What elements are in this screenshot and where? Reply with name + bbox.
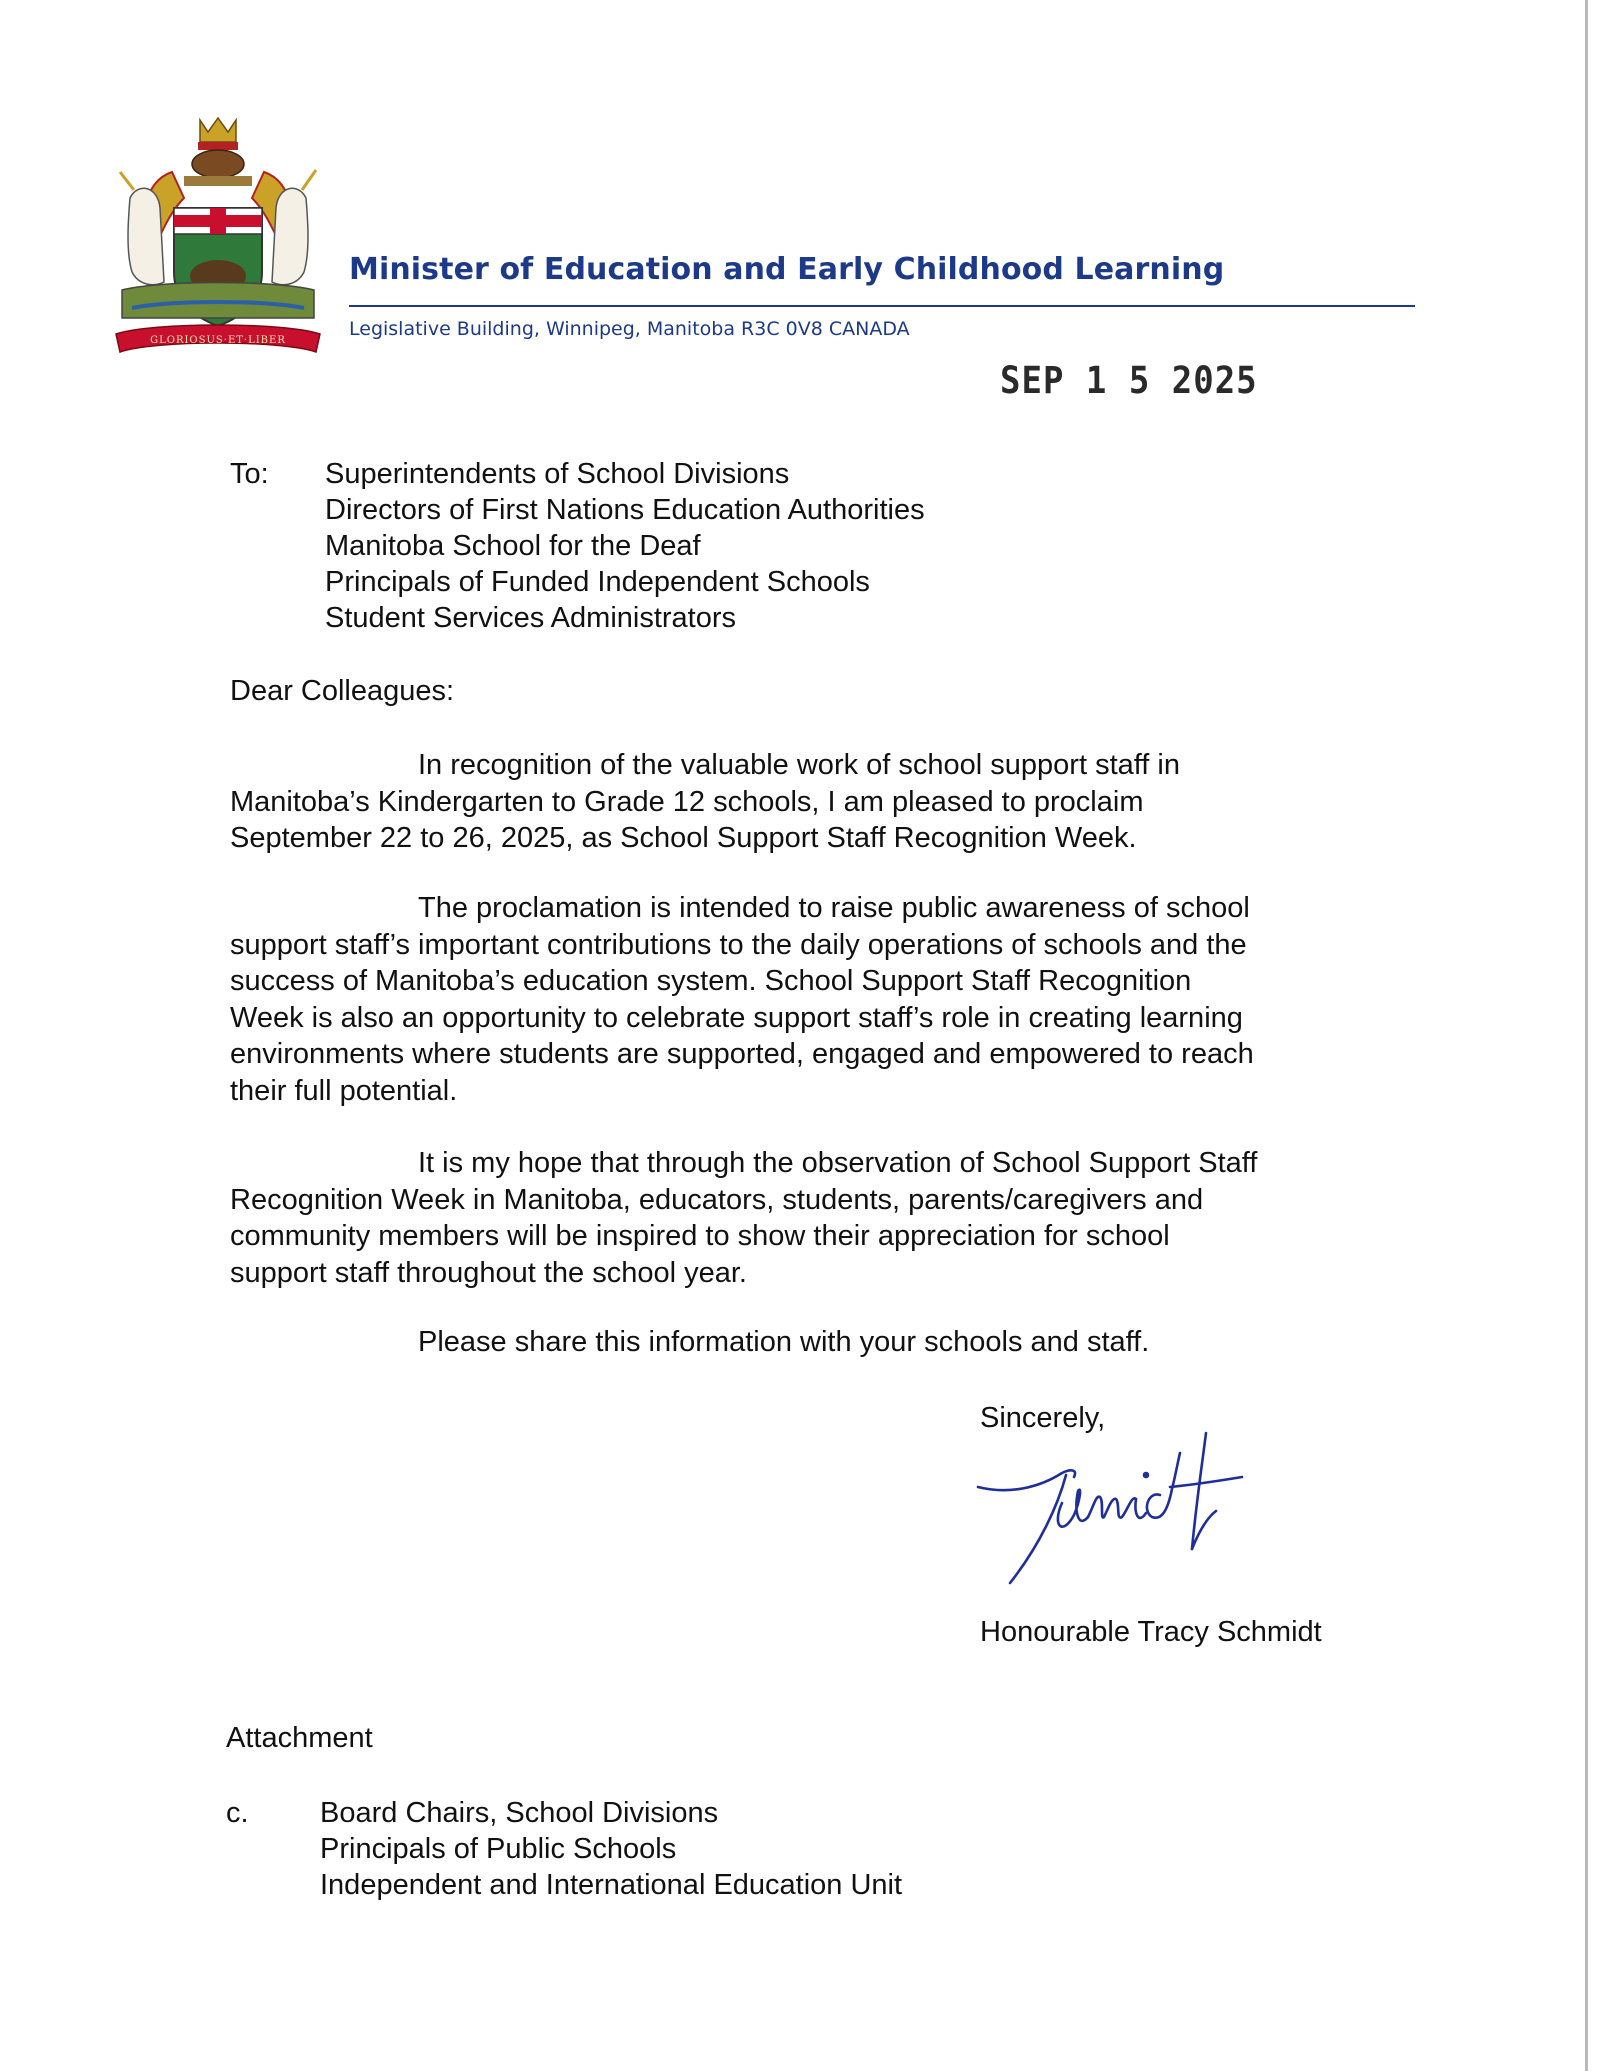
paragraph-line: It is my hope that through the observation of School Support Staff bbox=[418, 1147, 1258, 1179]
recipient-list bbox=[325, 456, 925, 636]
paragraph-line: Week is also an opportunity to celebrate support staff’s role in creating learning bbox=[230, 1001, 1243, 1034]
paragraph-line: support staff throughout the school year. bbox=[230, 1256, 747, 1289]
recipient-item: Principals of Funded Independent Schools bbox=[325, 566, 870, 598]
cc-item: Board Chairs, School Divisions bbox=[320, 1797, 719, 1829]
paragraph-line: environments where students are supported, engaged and empowered to reach bbox=[230, 1038, 1254, 1070]
paragraph-line: The proclamation is intended to raise public awareness of school bbox=[418, 892, 1250, 924]
paragraph-line: community members will be inspired to show their appreciation for school bbox=[230, 1220, 1170, 1252]
paragraph-line: Recognition Week in Manitoba, educators, students, parents/caregivers and bbox=[230, 1183, 1204, 1216]
paragraph-line: support staff’s important contributions to the daily operations of schools and the bbox=[230, 928, 1247, 961]
header-divider bbox=[349, 305, 1415, 307]
signer-name: Honourable Tracy Schmidt bbox=[980, 1616, 1322, 1648]
ministry-title: Minister of Education and Early Childhood Learning bbox=[349, 252, 1225, 287]
attachment-label: Attachment bbox=[226, 1722, 373, 1754]
recipient-item: Manitoba School for the Deaf bbox=[325, 530, 701, 562]
recipient-item: Directors of First Nations Education Authorities bbox=[325, 494, 925, 526]
manitoba-coat-of-arms-logo bbox=[112, 112, 324, 360]
paragraph-line: their full potential. bbox=[230, 1074, 458, 1107]
paragraph-line: Manitoba’s Kindergarten to Grade 12 schools, I am pleased to proclaim bbox=[230, 785, 1144, 818]
ministry-address: Legislative Building, Winnipeg, Manitoba R3C 0V8 CANADA bbox=[349, 318, 910, 340]
paragraph-line: September 22 to 26, 2025, as School Support Staff Recognition Week. bbox=[230, 822, 1137, 854]
recipient-item: Superintendents of School Divisions bbox=[325, 458, 790, 490]
handwritten-signature bbox=[970, 1425, 1290, 1595]
cc-list bbox=[320, 1795, 902, 1903]
body-paragraph-4 bbox=[230, 1324, 1350, 1361]
cc-item: Principals of Public Schools bbox=[320, 1833, 677, 1865]
body-paragraph-3 bbox=[230, 1145, 1350, 1291]
closing: Sincerely, bbox=[980, 1402, 1106, 1434]
paragraph-line: success of Manitoba’s education system. School Support Staff Recognition bbox=[230, 965, 1192, 997]
recipient-item: Student Services Administrators bbox=[325, 602, 737, 634]
cc-item: Independent and International Education Unit bbox=[320, 1869, 903, 1901]
svg-text:GLORIOSUS·ET·LIBER: GLORIOSUS·ET·LIBER bbox=[150, 335, 286, 346]
paragraph-line: In recognition of the valuable work of school support staff in bbox=[418, 749, 1180, 781]
page-edge bbox=[1585, 0, 1588, 2071]
date-stamp: SEP 1 5 2025 bbox=[1000, 359, 1258, 403]
paragraph-line: Please share this information with your schools and staff. bbox=[418, 1326, 1150, 1358]
body-paragraph-2 bbox=[230, 890, 1350, 1109]
body-paragraph-1 bbox=[230, 747, 1350, 857]
cc-label: c. bbox=[226, 1797, 249, 1829]
to-label: To: bbox=[230, 458, 269, 490]
salutation: Dear Colleagues: bbox=[230, 675, 455, 707]
